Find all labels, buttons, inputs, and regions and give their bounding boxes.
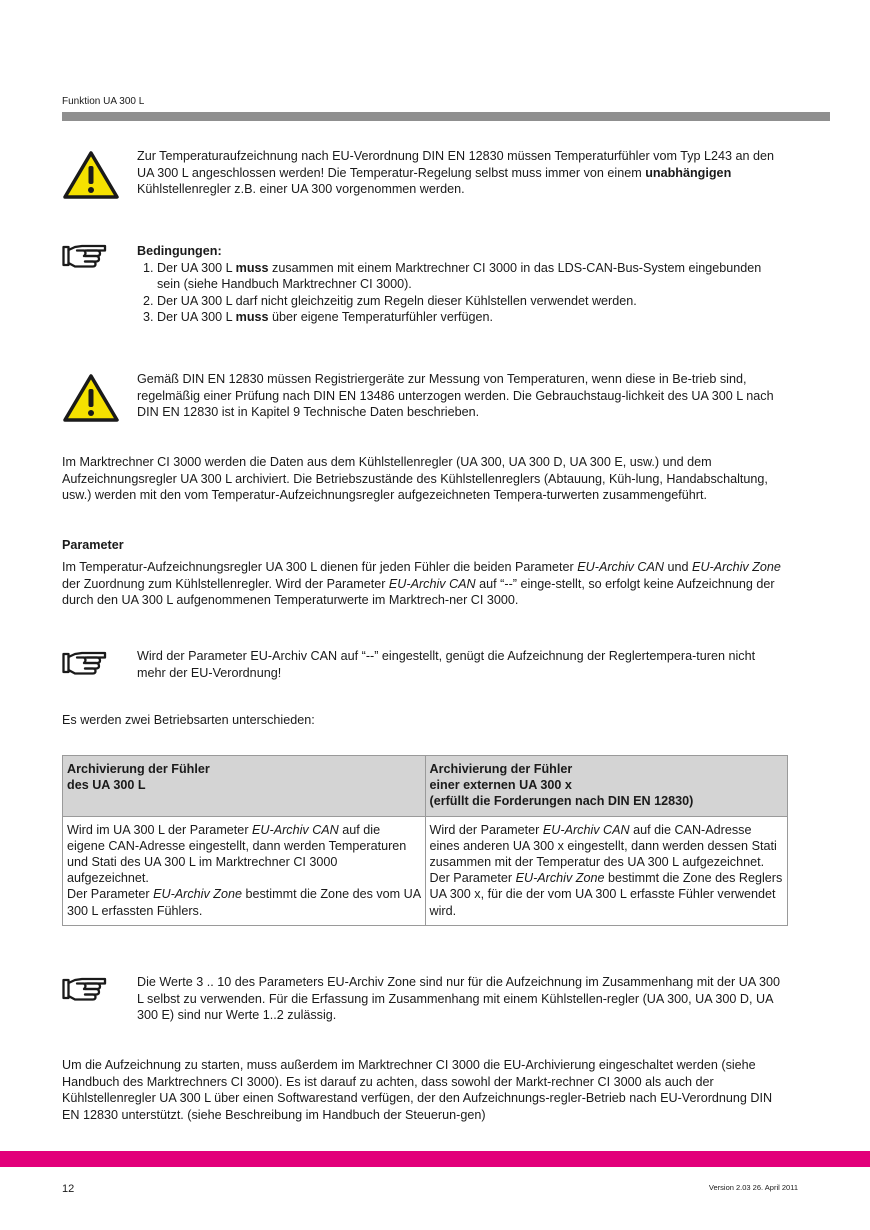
pointing-hand-icon <box>62 243 106 287</box>
archiving-table <box>62 755 788 926</box>
intro-text: Im Marktrechner CI 3000 werden die Daten aus dem Kühlstellenregler (UA 300, UA 300 D, UA 300 E, usw.) und dem Aufzeichnungsregler UA 300 L archiviert. Die Betriebszustände des Kühlstellenreglers (Abtauung, Küh-lung, Handabschaltung, usw.) werden mit den vom Temperatur-Aufzeichnungsregler aufgezeichneten Tempera-turwerten zusammengeführt. <box>62 455 768 503</box>
intro-paragraph <box>62 454 788 504</box>
running-title: Funktion UA 300 L <box>62 96 145 107</box>
note-eu-archiv-zone <box>137 974 787 1024</box>
conditions-block <box>137 243 787 326</box>
table-header-right: Archivierung der Fühler einer externen UA 300 x (erfüllt die Forderungen nach DIN EN 12830) <box>425 756 788 817</box>
warning1-bold: unabhängigen <box>645 165 732 180</box>
footer-accent-bar <box>0 1151 870 1167</box>
pointing-hand-icon <box>62 650 106 694</box>
conditions-item: 3. Der UA 300 L muss über eigene Temperaturfühler verfügen. <box>157 309 787 326</box>
warning2-text: Gemäß DIN EN 12830 müssen Registriergeräte zur Messung von Temperaturen, wenn diese in Be-trieb sind, regelmäßig einer Prüfung nach DIN EN 13486 unterzogen werden. Die Gebrauchstaug-lichkeit des UA 300 L nach DIN EN 12830 ist in Kapitel 9 Technische Daten beschrieben. <box>137 372 774 420</box>
conditions-item: 2. Der UA 300 L darf nicht gleichzeitig zum Regeln dieser Kühlstellen verwendet werden. <box>157 293 787 310</box>
warning-text-registration-devices <box>137 371 787 421</box>
header-rule <box>62 112 830 121</box>
table-cell-right: Wird der Parameter EU-Archiv CAN auf die CAN-Adresse eines anderen UA 300 x eingestellt, dann werden dessen Stati zusammen mit der Temperatur des UA 300 L aufgezeichnet. Der Parameter EU-Archiv Zone bestimmt die Zone des Reglers UA 300 x, für die der vom UA 300 L erfasste Fühler verwendet wird. <box>425 816 788 925</box>
parameter-paragraph: Im Temperatur-Aufzeichnungsregler UA 300 L dienen für jeden Fühler die beiden Parameter EU-Archiv CAN und EU-Archiv Zone der Zuordnung zum Kühlstellenregler. Wird der Parameter EU-Archiv CAN auf “--” einge-stellt, so erfolgt keine Aufzeichnung der durch den UA 300 L aufgenommenen Temperaturwerte im Marktrech-ner CI 3000. <box>62 560 781 608</box>
table-header-left: Archivierung der Fühler des UA 300 L <box>63 756 426 817</box>
warning-text-temperature-recording <box>137 148 787 198</box>
conditions-title: Bedingungen: <box>137 244 222 258</box>
modes-intro: Es werden zwei Betriebsarten unterschieden: <box>62 713 315 727</box>
parameter-heading: Parameter <box>62 538 124 552</box>
conditions-item: 1. Der UA 300 L muss zusammen mit einem Marktrechner CI 3000 in das LDS-CAN-Bus-System eingebunden sein (siehe Handbuch Marktrechner CI 3000). <box>157 260 787 293</box>
closing-paragraph <box>62 1057 788 1123</box>
conditions-list <box>137 260 787 326</box>
warning1-text-a: Zur Temperaturaufzeichnung nach EU-Verordnung DIN EN 12830 müssen Temperaturfühler vom Typ L243 an den UA 300 L angeschlossen werden! Die Temperatur-Regelung selbst muss immer von einem <box>137 149 775 180</box>
note1-text: Wird der Parameter EU-Archiv CAN auf “--” eingestellt, genügt die Aufzeichnung der Reglertempera-turen nicht mehr der EU-Verordnung! <box>137 649 756 680</box>
note2-text: Die Werte 3 .. 10 des Parameters EU-Archiv Zone sind nur für die Aufzeichnung im Zusammenhang mit der UA 300 L selbst zu verwenden. Für die Erfassung im Zusammenhang mit einem Kühlstellen-regler (UA 300, UA 300 D, UA 300 E) sind nur Werte 1..2 zulässig. <box>137 975 781 1023</box>
table-cell-left: Wird im UA 300 L der Parameter EU-Archiv CAN auf die eigene CAN-Adresse eingestellt, dann werden Temperaturen und Stati des UA 300 L im Marktrechner CI 3000 aufgezeichnet. Der Parameter EU-Archiv Zone bestimmt die Zone des vom UA 300 L erfassten Fühlers. <box>63 816 426 925</box>
pointing-hand-icon <box>62 976 106 1020</box>
warning-triangle-icon <box>62 373 106 417</box>
warning-triangle-icon <box>62 150 106 194</box>
note-eu-archiv-can <box>137 648 787 681</box>
version-info: Version 2.03 26. April 2011 <box>708 1183 798 1192</box>
warning1-text-b: Kühlstellenregler z.B. einer UA 300 vorgenommen werden. <box>137 182 465 197</box>
closing-text: Um die Aufzeichnung zu starten, muss außerdem im Marktrechner CI 3000 die EU-Archivierung eingeschaltet werden (siehe Handbuch des Marktrechners CI 3000). Es ist darauf zu achten, dass sowohl der Markt-rechner CI 3000 als auch der Kühlstellenregler UA 300 L über einen Softwarestand verfügen, der den Aufzeichnungs-regler-Betrieb nach EU-Verordnung DIN EN 12830 unterstützt. (siehe Beschreibung im Handbuch der Steuerun-gen) <box>62 1058 773 1122</box>
page-number: 12 <box>62 1183 75 1195</box>
